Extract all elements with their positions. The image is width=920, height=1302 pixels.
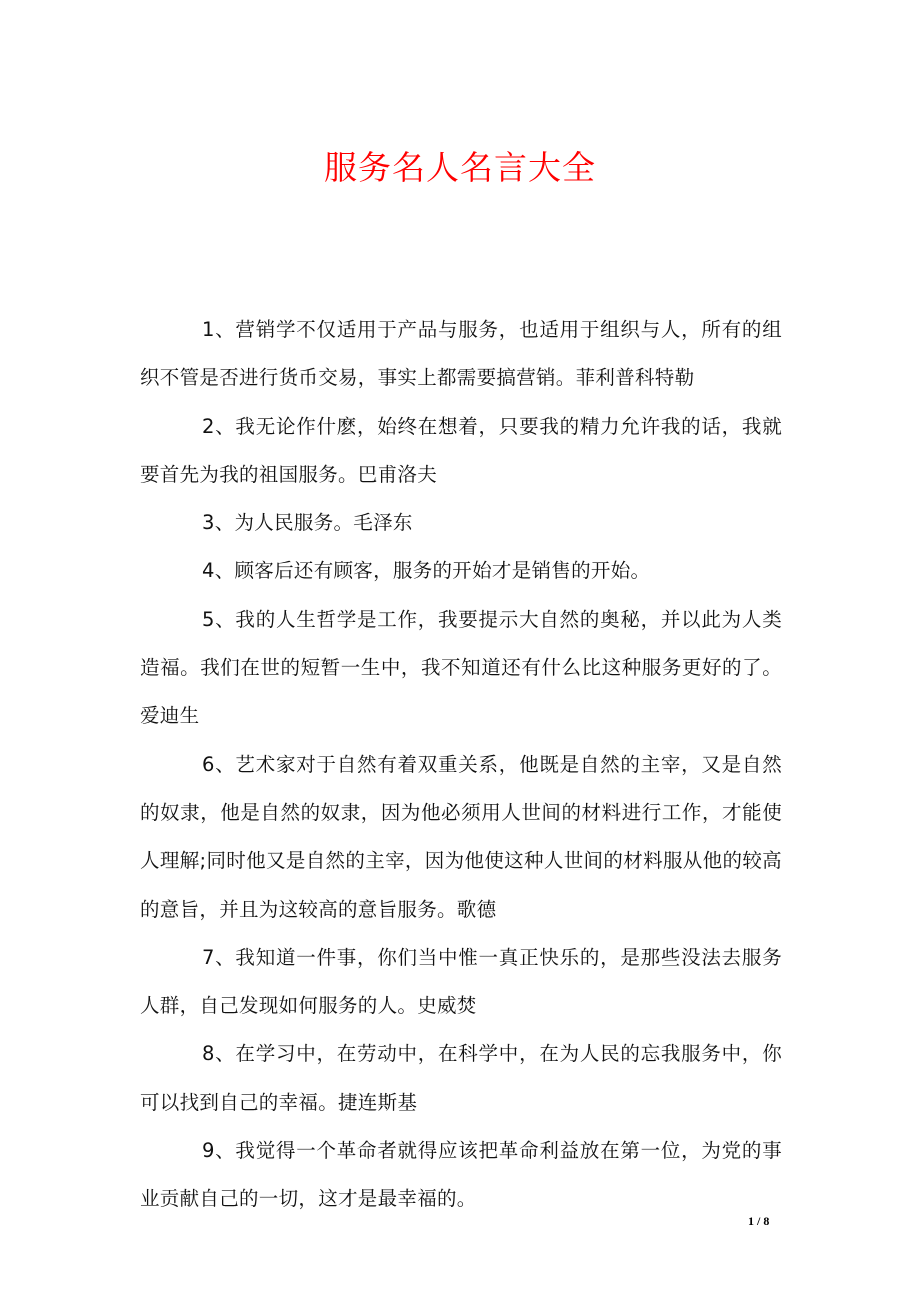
quote-paragraph-7: 7、我知道一件事，你们当中惟一真正快乐的，是那些没法去服务人群，自己发现如何服务的人。史威焚 [140, 945, 782, 1018]
quote-paragraph-9: 9、我觉得一个革命者就得应该把革命利益放在第一位，为党的事业贡献自己的一切，这才是最幸福的。 [140, 1139, 782, 1211]
quote-paragraph-8: 8、在学习中，在劳动中，在科学中，在为人民的忘我服务中，你可以找到自己的幸福。捷连斯基 [140, 1042, 782, 1114]
document-title: 服务名人名言大全 [324, 148, 596, 187]
document-body [140, 306, 782, 1224]
quote-paragraph-2: 2、我无论作什麽，始终在想着，只要我的精力允许我的话，我就要首先为我的祖国服务。巴甫洛夫 [140, 414, 782, 486]
quote-paragraph-4: 4、顾客后还有顾客，服务的开始才是销售的开始。 [202, 559, 651, 583]
quote-paragraph-1: 1、营销学不仅适用于产品与服务，也适用于组织与人，所有的组织不管是否进行货币交易，事实上都需要搞营销。菲利普科特勒 [140, 318, 782, 390]
quote-paragraph-3: 3、为人民服务。毛泽东 [202, 511, 413, 535]
quote-paragraph-6: 6、艺术家对于自然有着双重关系，他既是自然的主宰，又是自然的奴隶，他是自然的奴隶，因为他必须用人世间的材料进行工作，才能使人理解;同时他又是自然的主宰，因为他使这种人世间的材料服从他的较高的意旨，并且为这较高的意旨服务。歌德 [140, 752, 782, 921]
page-indicator: 1 / 8 [748, 1214, 770, 1228]
quote-paragraph-5: 5、我的人生哲学是工作，我要提示大自然的奥秘，并以此为人类造福。我们在世的短暂一生中，我不知道还有什么比这种服务更好的了。爱迪生 [140, 607, 782, 728]
